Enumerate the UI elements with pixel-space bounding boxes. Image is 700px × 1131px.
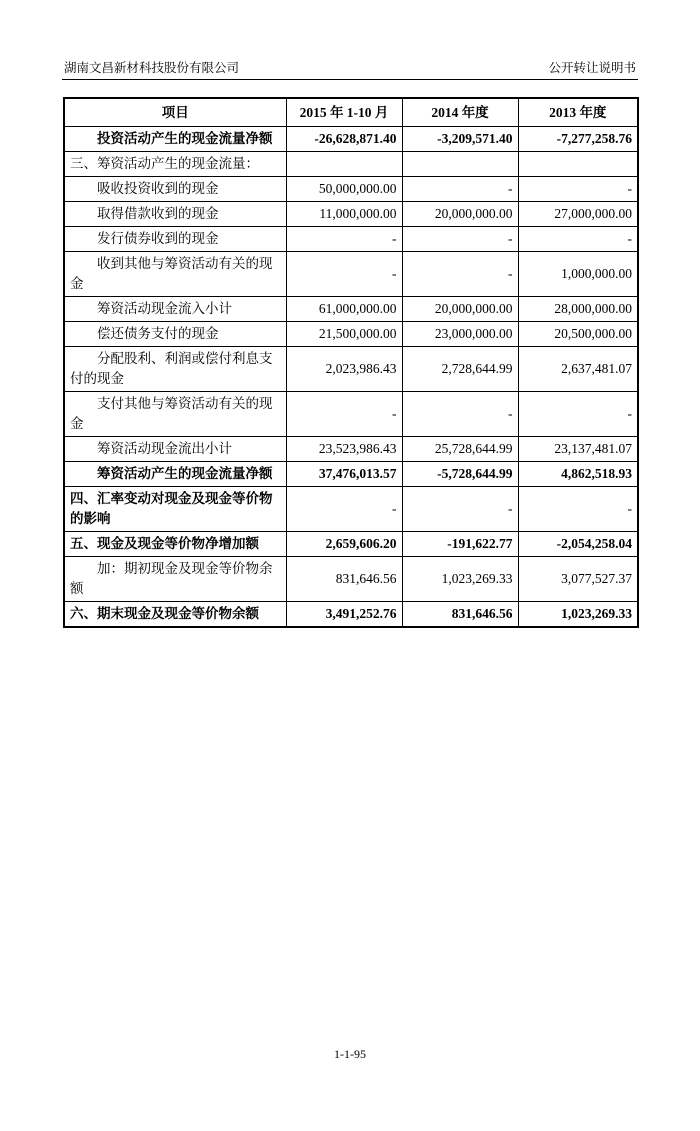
row-label: 筹资活动现金流入小计 [64,297,286,322]
row-label: 筹资活动产生的现金流量净额 [64,462,286,487]
cell-value: -7,277,258.76 [518,127,638,152]
table-header-row [64,98,638,127]
row-label: 取得借款收到的现金 [64,202,286,227]
cell-value: 20,000,000.00 [402,297,518,322]
cell-value: -3,209,571.40 [402,127,518,152]
cell-value [286,152,402,177]
cell-value: 20,000,000.00 [402,202,518,227]
cell-value: - [518,177,638,202]
table-row [64,127,638,152]
cell-value: - [402,392,518,437]
cell-value: - [518,227,638,252]
cell-value: 3,077,527.37 [518,557,638,602]
cell-value: 50,000,000.00 [286,177,402,202]
document-title: 公开转让说明书 [548,60,636,75]
cell-value: -2,054,258.04 [518,532,638,557]
row-label: 分配股利、利润或偿付利息支付的现金 [64,347,286,392]
table-row [64,227,638,252]
section-label: 四、汇率变动对现金及现金等价物的影响 [64,487,286,532]
table-row [64,557,638,602]
cell-value: 831,646.56 [286,557,402,602]
cell-value [402,152,518,177]
page-number: 1-1-95 [334,1047,366,1061]
table-row [64,177,638,202]
cell-value: -26,628,871.40 [286,127,402,152]
row-label: 收到其他与筹资活动有关的现金 [64,252,286,297]
cell-value [518,152,638,177]
cell-value: - [286,487,402,532]
row-label: 发行债券收到的现金 [64,227,286,252]
cell-value: 27,000,000.00 [518,202,638,227]
cell-value: 23,137,481.07 [518,437,638,462]
cell-value: 3,491,252.76 [286,602,402,628]
cell-value: - [402,227,518,252]
section-label: 五、现金及现金等价物净增加额 [64,532,286,557]
cell-value: - [402,252,518,297]
table-row [64,202,638,227]
cell-value: 2,728,644.99 [402,347,518,392]
row-label: 吸收投资收到的现金 [64,177,286,202]
cash-flow-table [63,97,639,628]
cell-value: - [286,252,402,297]
table-row [64,347,638,392]
cell-value: 1,023,269.33 [518,602,638,628]
cell-value: - [286,227,402,252]
table-row [64,487,638,532]
section-label: 三、筹资活动产生的现金流量： [64,152,286,177]
table-row [64,532,638,557]
cell-value: 4,862,518.93 [518,462,638,487]
section-label: 六、期末现金及现金等价物余额 [64,602,286,628]
cell-value: 11,000,000.00 [286,202,402,227]
row-label: 加：期初现金及现金等价物余额 [64,557,286,602]
table-row [64,437,638,462]
cell-value: 28,000,000.00 [518,297,638,322]
table-row [64,297,638,322]
cell-value: 2,023,986.43 [286,347,402,392]
row-label: 筹资活动现金流出小计 [64,437,286,462]
cell-value: - [402,177,518,202]
row-label: 支付其他与筹资活动有关的现金 [64,392,286,437]
cell-value: 1,023,269.33 [402,557,518,602]
cell-value: 1,000,000.00 [518,252,638,297]
cell-value: 61,000,000.00 [286,297,402,322]
table-row [64,462,638,487]
table-row [64,392,638,437]
column-header-2013: 2013 年度 [518,98,638,127]
table-row [64,322,638,347]
cell-value: - [518,392,638,437]
cell-value: 25,728,644.99 [402,437,518,462]
table-row [64,602,638,628]
cell-value: - [286,392,402,437]
cell-value: 2,659,606.20 [286,532,402,557]
cell-value: 23,000,000.00 [402,322,518,347]
cell-value: 37,476,013.57 [286,462,402,487]
cell-value: -191,622.77 [402,532,518,557]
cell-value: 23,523,986.43 [286,437,402,462]
table-row [64,152,638,177]
company-name: 湖南文昌新材科技股份有限公司 [64,60,240,75]
cell-value: 21,500,000.00 [286,322,402,347]
row-label: 偿还债务支付的现金 [64,322,286,347]
row-label: 投资活动产生的现金流量净额 [64,127,286,152]
column-header-2014: 2014 年度 [402,98,518,127]
header-divider [62,79,638,80]
cell-value: 2,637,481.07 [518,347,638,392]
cell-value: -5,728,644.99 [402,462,518,487]
cell-value: 831,646.56 [402,602,518,628]
cell-value: - [402,487,518,532]
table-row [64,252,638,297]
column-header-2015: 2015 年 1-10 月 [286,98,402,127]
cell-value: 20,500,000.00 [518,322,638,347]
cell-value: - [518,487,638,532]
column-header-item: 项目 [64,98,286,127]
